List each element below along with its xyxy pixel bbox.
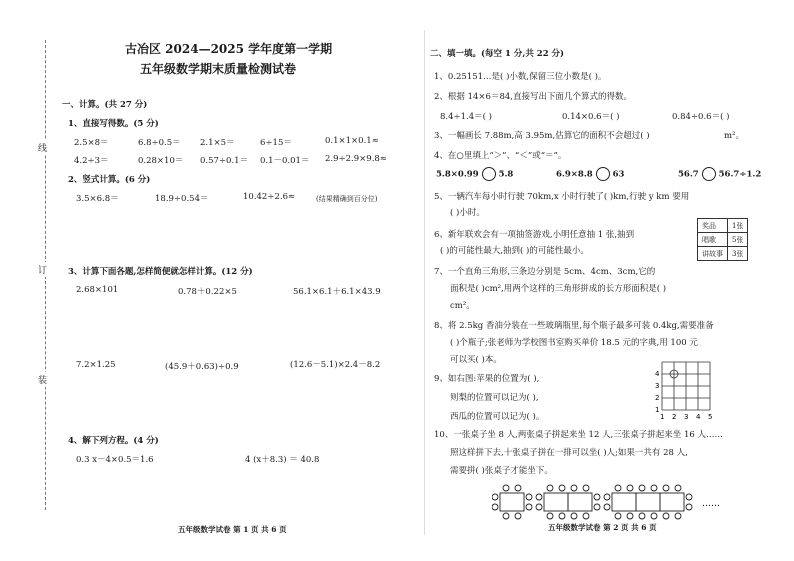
compare-left: 6.9×8.8 bbox=[556, 169, 593, 180]
table-row bbox=[698, 233, 748, 247]
calc-item: 7.2×1.25 bbox=[76, 360, 116, 370]
binding-label-bind: 订 bbox=[38, 262, 47, 277]
fill-q10-line2: 照这样拼下去,十张桌子拼在一排可以坐( )人;如果一共有 28 人, bbox=[450, 448, 688, 458]
calc-item: 0.28×10＝ bbox=[138, 156, 184, 166]
calc-item: 0.1－0.01＝ bbox=[260, 156, 310, 166]
fill-q9-line2: 则梨的位置可以记为( ), bbox=[450, 393, 539, 403]
rounding-note: (结果精确到百分位) bbox=[316, 195, 378, 203]
fill-q9-line3: 西瓜的位置可以记为( )。 bbox=[450, 412, 545, 422]
section2-title: 二、填一填。(每空 1 分,共 22 分) bbox=[430, 49, 565, 59]
fill-q10-line1: 10、一张桌子坐 8 人,两张桌子拼起来坐 12 人,三张桌子拼起来坐 16 人…… bbox=[434, 430, 723, 440]
table-cell: 讲故事 bbox=[698, 247, 728, 261]
page1-footer: 五年级数学试卷 第 1 页 共 6 页 bbox=[178, 525, 287, 534]
position-grid bbox=[652, 360, 722, 424]
fill-q4: 4、在○里填上“＞”、“＜”或“＝”。 bbox=[434, 151, 567, 161]
tables-ellipsis: …… bbox=[702, 499, 720, 509]
table-cell: 1张 bbox=[728, 219, 748, 233]
calc-item: 2.68×101 bbox=[76, 285, 119, 295]
compare-row bbox=[436, 167, 513, 181]
fill-q8-line3: 可以买( )本。 bbox=[450, 355, 502, 365]
compare-circle[interactable] bbox=[702, 167, 716, 181]
fill-q7-line1: 7、一个直角三角形,三条边分别是 5cm、4cm、3cm,它的 bbox=[434, 267, 656, 277]
fill-q3: 3、一幅画长 7.88m,高 3.95m,估算它的面积不会超过( ) bbox=[434, 131, 650, 141]
fill-q5-line1: 5、一辆汽车每小时行驶 70km,x 小时行驶了( )km,行驶 y km 要用 bbox=[434, 192, 690, 202]
fill-q2-item: 0.14×0.6＝( ) bbox=[562, 112, 620, 122]
table-row bbox=[698, 219, 748, 233]
fill-q6-line2: ( )的可能性最大,抽到( )的可能性最小。 bbox=[440, 246, 589, 256]
equation-item: 4 (x＋8.3) ＝ 40.8 bbox=[245, 455, 320, 465]
fill-q10-line3: 需要拼( )张桌子才能坐下。 bbox=[450, 466, 553, 476]
compare-right: 5.8 bbox=[498, 169, 514, 180]
equation-item: 0.3 x－4×0.5＝1.6 bbox=[76, 455, 154, 465]
fill-q7-line3: cm²。 bbox=[450, 301, 475, 311]
grid-x-label: 1 bbox=[660, 413, 665, 420]
calc-item: 0.78＋0.22×5 bbox=[178, 287, 237, 297]
calc-item: 0.57÷0.1＝ bbox=[200, 156, 249, 166]
grid-x-label: 2 bbox=[672, 413, 677, 420]
compare-right: 63 bbox=[612, 169, 625, 180]
table-cell: 3张 bbox=[728, 247, 748, 261]
fill-q1: 1、0.25151…是( )小数,保留三位小数是( )。 bbox=[434, 72, 607, 82]
grid-y-label: 1 bbox=[655, 406, 660, 414]
fill-q7-line2: 面积是( )cm²,用两个这样的三角形拼成的长方形面积是( ) bbox=[450, 284, 667, 294]
compare-right: 56.7÷1.2 bbox=[718, 169, 762, 180]
fill-q2-item: 8.4÷1.4＝( ) bbox=[440, 112, 492, 122]
tables-diagram bbox=[492, 484, 732, 524]
fill-q8-line1: 8、将 2.5kg 香油分装在一些玻璃瓶里,每个瓶子最多可装 0.4kg,需要准备 bbox=[434, 321, 714, 331]
calc-item: 2.5×8＝ bbox=[74, 138, 109, 148]
prize-table bbox=[697, 218, 748, 261]
table-row bbox=[698, 247, 748, 261]
binding-label-pack: 装 bbox=[38, 372, 47, 387]
fill-q8-line2: ( )个瓶子;张老师为学校图书室购买单价 18.5 元的字典,用 100 元 bbox=[450, 338, 698, 348]
calc-item: 56.1×6.1＋6.1×43.9 bbox=[293, 287, 381, 297]
binding-label-line: 线 bbox=[38, 140, 47, 155]
grid-x-label: 5 bbox=[708, 413, 713, 420]
exam-title-line1: 古冶区 2024—2025 学年度第一学期 bbox=[125, 42, 333, 56]
compare-row bbox=[556, 167, 624, 181]
exam-title-line2: 五年级数学期末质量检测试卷 bbox=[140, 62, 297, 76]
calc-item: 4.2÷3＝ bbox=[74, 156, 109, 166]
calc-item: (12.6－5.1)×2.4－8.2 bbox=[290, 360, 381, 370]
q4-title: 4、解下列方程。(4 分) bbox=[68, 436, 159, 446]
calc-item: 6.8÷0.5＝ bbox=[138, 138, 181, 148]
fill-q2-item: 0.84÷0.6＝( ) bbox=[672, 112, 730, 122]
grid-y-label: 3 bbox=[655, 382, 660, 390]
fill-q3-unit: m²。 bbox=[724, 131, 744, 141]
fill-q5-line2: ( )小时。 bbox=[450, 208, 485, 218]
fill-q6-line1: 6、新年联欢会有一项抽签游戏,小明任意抽 1 张,抽到 bbox=[434, 230, 635, 240]
grid-y-label: 2 bbox=[655, 394, 660, 402]
q2-title: 2、竖式计算。(6 分) bbox=[68, 175, 151, 185]
compare-circle[interactable] bbox=[596, 167, 610, 181]
compare-circle[interactable] bbox=[482, 167, 496, 181]
table-cell: 5张 bbox=[728, 233, 748, 247]
calc-item: 10.42÷2.6≈ bbox=[243, 192, 296, 202]
table-cell: 奖品 bbox=[698, 219, 728, 233]
calc-item: 2.1×5＝ bbox=[200, 138, 235, 148]
q3-title: 3、计算下面各题,怎样简便就怎样计算。(12 分) bbox=[68, 267, 253, 277]
compare-left: 56.7 bbox=[678, 169, 699, 180]
page-divider bbox=[424, 30, 425, 535]
section1-title: 一、计算。(共 27 分) bbox=[62, 100, 148, 110]
table-cell: 唱歌 bbox=[698, 233, 728, 247]
grid-x-label: 3 bbox=[684, 413, 689, 420]
calc-item: 3.5×6.8＝ bbox=[76, 194, 119, 204]
compare-row bbox=[678, 167, 761, 181]
page2-footer: 五年级数学试卷 第 2 页 共 6 页 bbox=[548, 523, 657, 532]
fill-q2: 2、根据 14×6＝84,直接写出下面几个算式的得数。 bbox=[434, 92, 632, 102]
grid-x-label: 4 bbox=[696, 413, 701, 420]
calc-item: 6÷15＝ bbox=[260, 138, 292, 148]
calc-item: (45.9＋0.63)÷0.9 bbox=[165, 362, 239, 372]
fill-q9-line1: 9、如右图:苹果的位置为( ), bbox=[434, 374, 540, 384]
q1-title: 1、直接写得数。(5 分) bbox=[68, 119, 159, 129]
calc-item: 2.9÷2.9×9.8≈ bbox=[325, 154, 387, 164]
grid-y-label: 4 bbox=[655, 370, 660, 378]
calc-item: 18.9÷0.54＝ bbox=[155, 194, 209, 204]
calc-item: 0.1×1×0.1≈ bbox=[325, 136, 379, 146]
compare-left: 5.8×0.99 bbox=[436, 169, 479, 180]
